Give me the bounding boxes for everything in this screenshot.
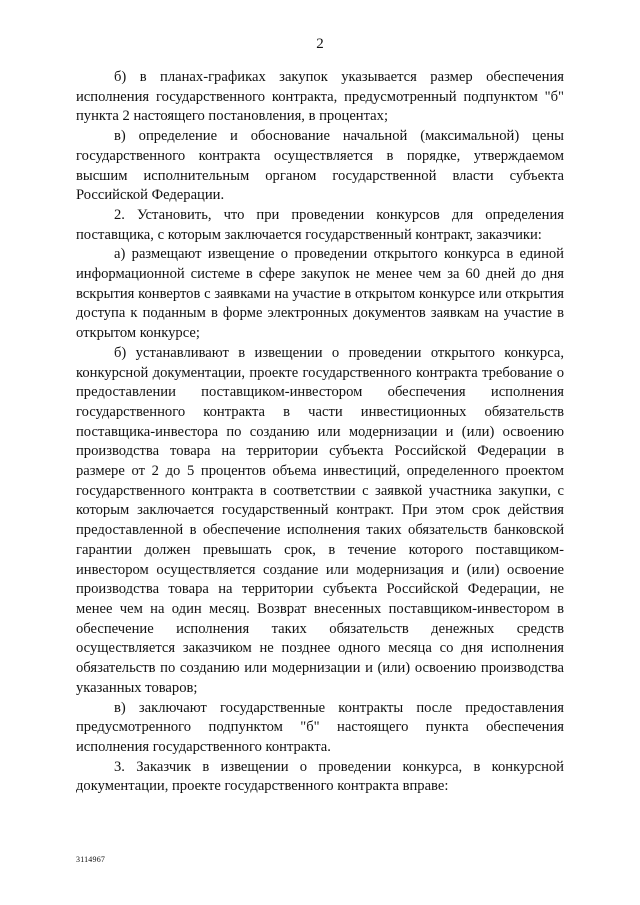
document-code: 3114967 [76,855,106,864]
paragraph-2b-guarantee: б) устанавливают в извещении о проведении открытого конкурса, конкурсной документации, проекте государственного контракта требование о предоставлении поставщиком-инвестором обеспечения исполнения государственного контракта в части инвестиционных обязательств поставщика-инвестора по созданию или модернизации и (или) освоению производства товара на территории субъекта Российской Федерации в размере от 2 до 5 процентов объема инвестиций, определенного проектом государственного контракта в соответствии с заявкой участника закупки, с которым заключается государственный контракт. При этом срок действия предоставленной в обеспечение исполнения таких обязательств банковской гарантии должен превышать срок, в течение которого поставщиком-инвестором осуществляется создание или модернизация и (или) освоение производства товара на территории субъекта Российской Федерации, не менее чем на один месяц. Возврат внесенных поставщиком-инвестором в обеспечение исполнения таких обязательств денежных средств осуществляется заказчиком не позднее одного месяца со дня исполнения обязательств по созданию или модернизации и (или) освоению производства указанных товаров; [76,344,564,696]
paragraph-3-customer: 3. Заказчик в извещении о проведении конкурса, в конкурсной документации, проекте государственного контракта вправе: [76,758,564,795]
paragraph-2a-notice: а) размещают извещение о проведении открытого конкурса в единой информационной системе в сфере закупок не менее чем за 60 дней до дня вскрытия конвертов с заявками на участие в открытом конкурсе или открытия доступа к поданным в форме электронных документов заявкам на участие в открытом конкурсе; [76,246,564,342]
paragraph-1v-price: в) определение и обоснование начальной (максимальной) цены государственного контракта осуществляется в порядке, утверждаемом высшим исполнительным органом государственной власти субъекта Российской Федерации. [76,128,564,204]
document-body [76,68,564,797]
paragraph-1b-plans: б) в планах-графиках закупок указывается размер обеспечения исполнения государственного контракта, предусмотренный подпунктом "б" пункта 2 настоящего постановления, в процентах; [76,69,564,125]
paragraph-2-intro: 2. Установить, что при проведении конкурсов для определения поставщика, с которым заключается государственный контракт, заказчики: [76,206,564,243]
paragraph-2v-contracts: в) заключают государственные контракты после предоставления предусмотренного подпунктом "б" настоящего пункта обеспечения исполнения государственного контракта. [76,699,564,755]
page-number: 2 [316,36,324,52]
